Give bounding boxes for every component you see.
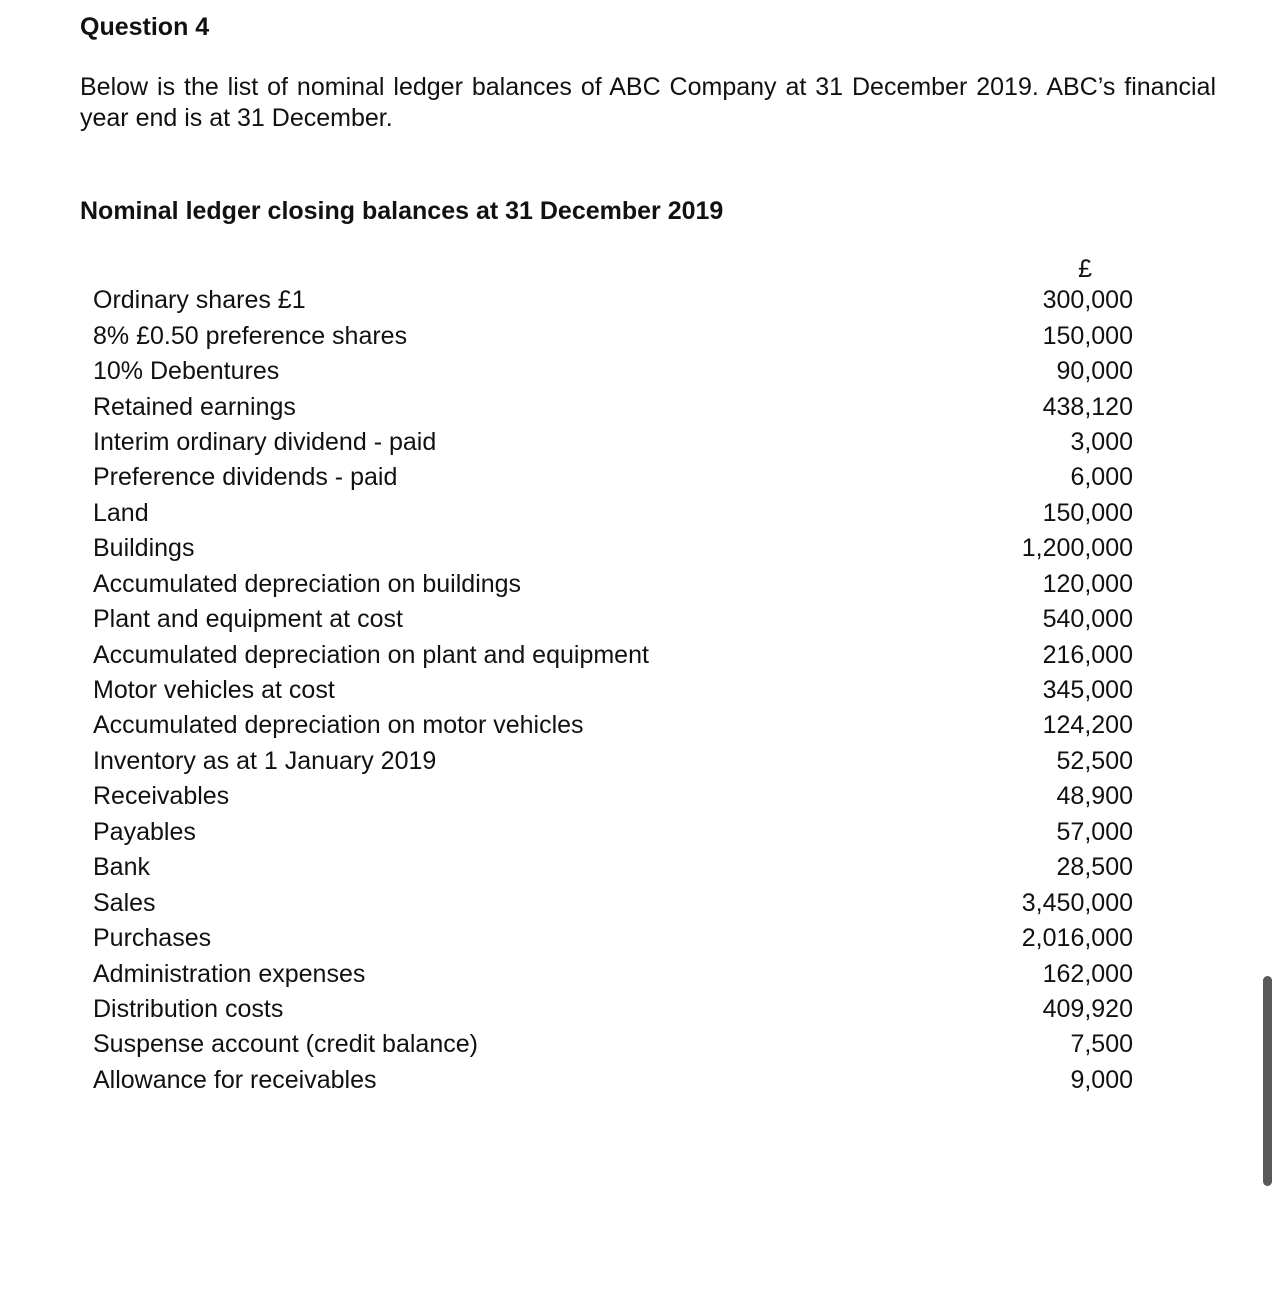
ledger-account-amount: 28,500: [1056, 853, 1133, 882]
ledger-account-label: Bank: [93, 853, 150, 882]
ledger-account-label: Buildings: [93, 534, 195, 563]
ledger-account-label: Administration expenses: [93, 959, 366, 988]
ledger-account-amount: 3,000: [1070, 427, 1133, 456]
ledger-account-amount: 124,200: [1042, 711, 1133, 740]
ledger-row: [93, 602, 1133, 637]
ledger-account-label: Motor vehicles at cost: [93, 676, 335, 705]
ledger-account-label: Suspense account (credit balance): [93, 1030, 478, 1059]
ledger-row: [93, 1063, 1133, 1098]
ledger-account-amount: 216,000: [1042, 640, 1133, 669]
ledger-account-amount: 150,000: [1042, 321, 1133, 350]
ledger-row: [93, 425, 1133, 460]
ledger-row: [93, 744, 1133, 779]
ledger-account-label: Preference dividends - paid: [93, 463, 398, 492]
ledger-account-amount: 120,000: [1042, 569, 1133, 598]
ledger-row: [93, 956, 1133, 991]
ledger-row: [93, 779, 1133, 814]
ledger-account-amount: 52,500: [1056, 746, 1133, 775]
ledger-row: [93, 708, 1133, 743]
ledger-row: [93, 1027, 1133, 1062]
ledger-account-label: 8% £0.50 preference shares: [93, 321, 408, 350]
ledger-account-label: Inventory as at 1 January 2019: [93, 746, 437, 775]
ledger-row: [93, 389, 1133, 424]
ledger-account-label: 10% Debentures: [93, 357, 280, 386]
ledger-account-amount: 2,016,000: [1021, 924, 1133, 953]
ledger-account-amount: 345,000: [1042, 676, 1133, 705]
ledger-row: [93, 673, 1133, 708]
ledger-account-amount: 150,000: [1042, 498, 1133, 527]
ledger-row: [93, 567, 1133, 602]
ledger-account-label: Accumulated depreciation on buildings: [93, 569, 522, 598]
ledger-account-label: Ordinary shares £1: [93, 286, 306, 315]
ledger-row: [93, 885, 1133, 920]
ledger-account-amount: 540,000: [1042, 605, 1133, 634]
ledger-account-amount: 7,500: [1070, 1030, 1133, 1059]
ledger-row: [93, 815, 1133, 850]
ledger-account-amount: 300,000: [1042, 286, 1133, 315]
ledger-table-title: Nominal ledger closing balances at 31 December 2019: [80, 197, 724, 225]
vertical-scrollbar[interactable]: [1263, 976, 1272, 1186]
ledger-account-amount: 57,000: [1056, 817, 1133, 846]
ledger-account-label: Distribution costs: [93, 994, 284, 1023]
ledger-row: [93, 850, 1133, 885]
ledger-account-amount: 90,000: [1056, 357, 1133, 386]
ledger-account-label: Interim ordinary dividend - paid: [93, 427, 437, 456]
ledger-balances-list: [93, 283, 1133, 1098]
ledger-account-label: Sales: [93, 888, 156, 917]
ledger-row: [93, 531, 1133, 566]
ledger-account-label: Accumulated depreciation on plant and equipment: [93, 640, 649, 669]
ledger-account-label: Land: [93, 498, 149, 527]
ledger-account-label: Purchases: [93, 924, 212, 953]
ledger-account-label: Retained earnings: [93, 392, 296, 421]
intro-paragraph: Below is the list of nominal ledger balances of ABC Company at 31 December 2019. ABC’s financial year end is at 31 December.: [80, 73, 1216, 132]
ledger-account-amount: 6,000: [1070, 463, 1133, 492]
ledger-row: [93, 283, 1133, 318]
ledger-account-label: Plant and equipment at cost: [93, 605, 403, 634]
ledger-row: [93, 460, 1133, 495]
ledger-account-amount: 409,920: [1042, 994, 1133, 1023]
ledger-account-label: Accumulated depreciation on motor vehicles: [93, 711, 584, 740]
ledger-account-amount: 9,000: [1070, 1065, 1133, 1094]
ledger-account-amount: 438,120: [1042, 392, 1133, 421]
ledger-account-label: Payables: [93, 817, 196, 846]
ledger-account-label: Allowance for receivables: [93, 1065, 377, 1094]
ledger-row: [93, 637, 1133, 672]
ledger-row: [93, 921, 1133, 956]
ledger-account-amount: 3,450,000: [1021, 888, 1133, 917]
ledger-row: [93, 318, 1133, 353]
ledger-account-label: Receivables: [93, 782, 230, 811]
ledger-row: [93, 992, 1133, 1027]
question-title: Question 4: [80, 13, 210, 41]
ledger-account-amount: 1,200,000: [1021, 534, 1133, 563]
ledger-account-amount: 162,000: [1042, 959, 1133, 988]
ledger-account-amount: 48,900: [1056, 782, 1133, 811]
ledger-row: [93, 496, 1133, 531]
ledger-row: [93, 354, 1133, 389]
currency-column-header: £: [1078, 255, 1092, 283]
